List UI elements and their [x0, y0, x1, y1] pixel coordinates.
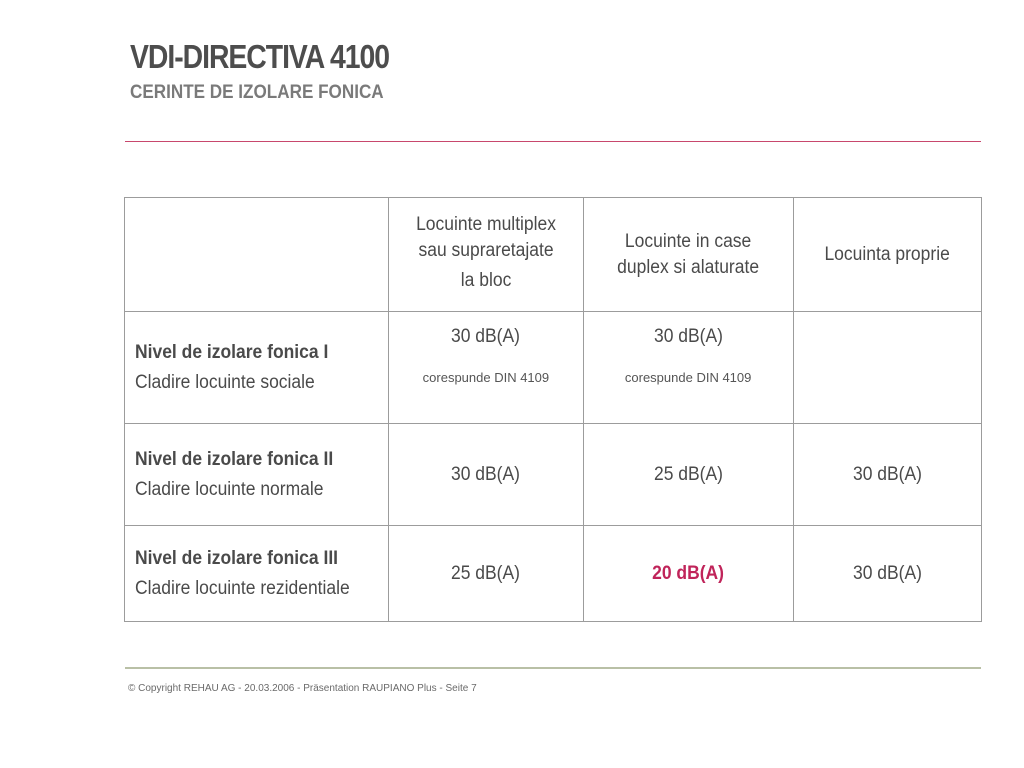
- value-main-highlight: 20 dB(A): [652, 562, 725, 584]
- value-cell: [793, 526, 981, 622]
- value-cell-empty: [793, 312, 981, 424]
- value-cell: [389, 526, 583, 622]
- level-description: Cladire locuinte normale: [135, 478, 324, 500]
- row-label-cell: [125, 312, 389, 424]
- value-main: 30 dB(A): [852, 562, 922, 584]
- value-cell: [583, 424, 793, 526]
- value-main: 30 dB(A): [451, 326, 521, 347]
- table-row: [125, 526, 982, 622]
- header-duplex: [583, 198, 793, 312]
- header-multiplex-line2: sau supraretajate: [418, 239, 554, 261]
- header-empty-cell: [125, 198, 389, 312]
- level-description: Cladire locuinte rezidentiale: [135, 577, 350, 599]
- level-title: Nivel de izolare fonica III: [135, 547, 339, 569]
- header-multiplex-line1: Locuinte multiplex: [415, 213, 556, 235]
- header-multiplex-line3: la bloc: [460, 269, 512, 291]
- table-row: [125, 312, 982, 424]
- slide-title: VDI-DIRECTIVA 4100: [130, 38, 389, 75]
- level-title: Nivel de izolare fonica I: [135, 341, 329, 363]
- table-header-row: [125, 198, 982, 312]
- slide-subtitle: CERINTE DE IZOLARE FONICA: [130, 82, 384, 103]
- value-cell: [793, 424, 981, 526]
- value-main: 25 dB(A): [653, 463, 723, 485]
- footer-divider: [125, 667, 981, 669]
- value-cell: [389, 424, 583, 526]
- value-cell: [389, 312, 583, 424]
- header-multiplex: [389, 198, 583, 312]
- value-note: corespunde DIN 4109: [624, 370, 752, 385]
- header-duplex-line2: duplex si alaturate: [617, 256, 760, 278]
- sound-insulation-table: [124, 197, 982, 622]
- table-row: [125, 424, 982, 526]
- value-main: 25 dB(A): [451, 562, 521, 584]
- row-label-cell: [125, 526, 389, 622]
- footer-copyright: © Copyright REHAU AG - 20.03.2006 - Präsentation RAUPIANO Plus - Seite 7: [128, 683, 477, 694]
- value-main: 30 dB(A): [653, 326, 723, 347]
- header-divider: [125, 141, 981, 142]
- value-cell-highlight: [583, 526, 793, 622]
- row-label-cell: [125, 424, 389, 526]
- header-own-home-label: Locuinta proprie: [824, 243, 951, 265]
- level-description: Cladire locuinte sociale: [135, 371, 315, 393]
- header-duplex-line1: Locuinte in case: [624, 230, 752, 252]
- value-note: corespunde DIN 4109: [422, 370, 550, 385]
- value-cell: [583, 312, 793, 424]
- level-title: Nivel de izolare fonica II: [135, 448, 334, 470]
- header-own-home: [793, 198, 981, 312]
- value-main: 30 dB(A): [451, 463, 521, 485]
- value-main: 30 dB(A): [852, 463, 922, 485]
